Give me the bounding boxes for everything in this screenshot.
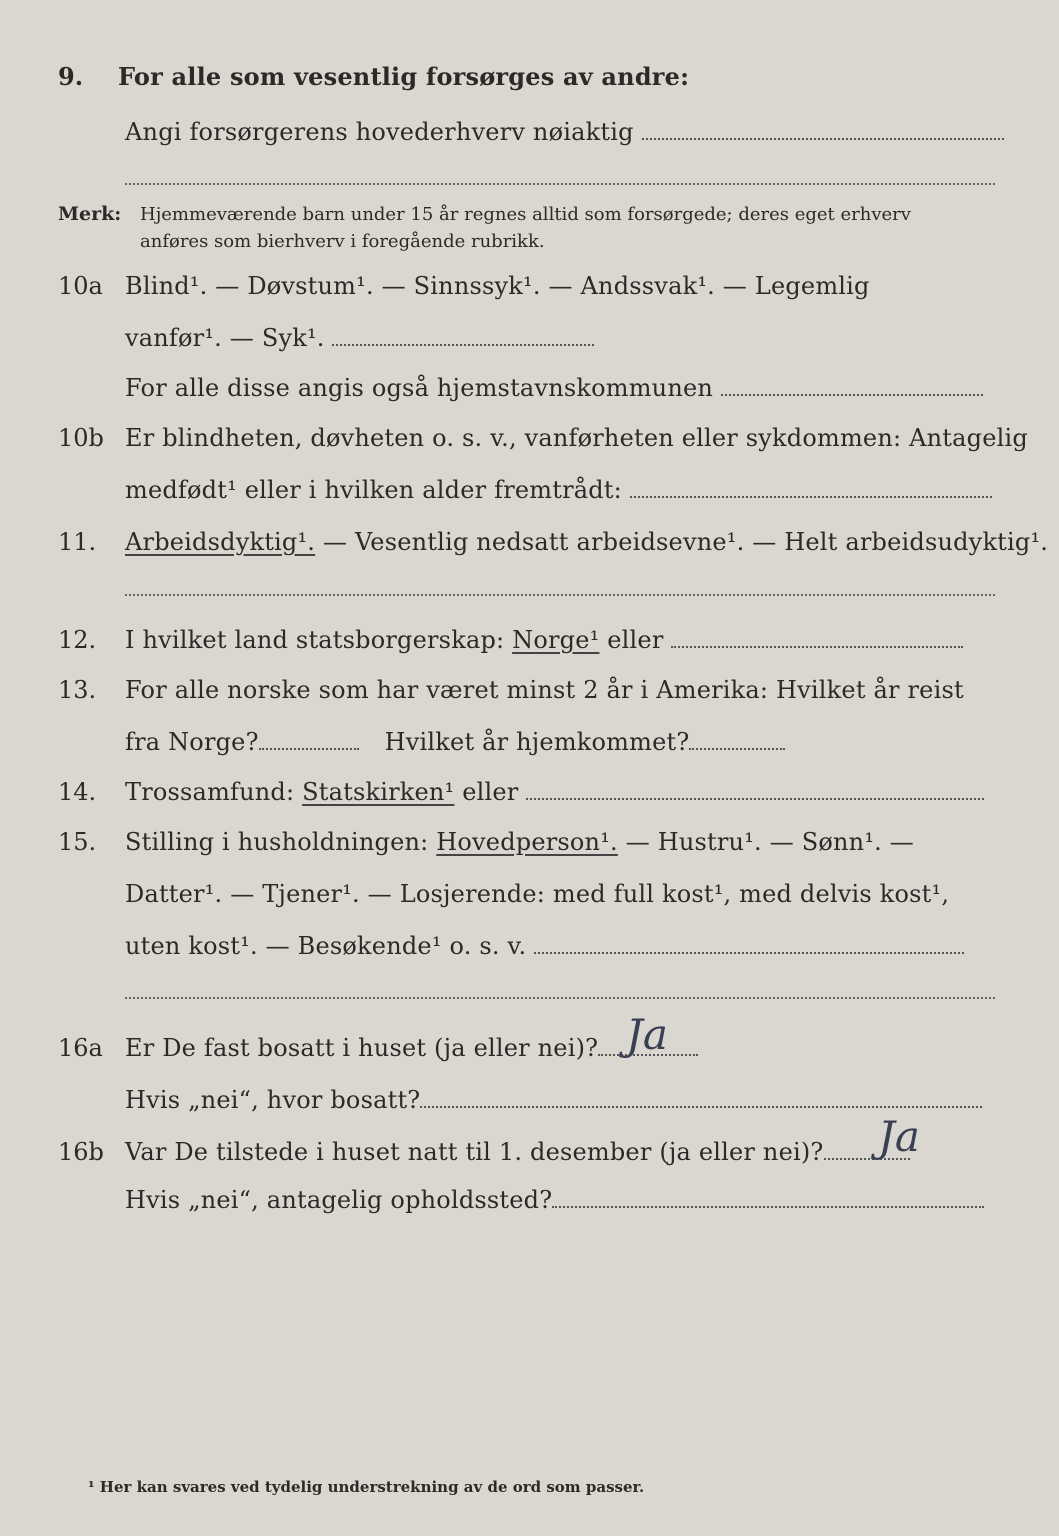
q16a-line1 [125,1034,698,1062]
answer-line [125,183,995,185]
q15-underlined-answer: Hovedperson¹. [436,828,618,856]
q13-line2b: Hvilket år hjemkommet? [384,728,690,756]
q10b-number: 10b [58,424,104,452]
q9-line2 [125,118,1004,146]
q14-line [125,778,984,806]
q10b-line2 [125,476,992,504]
q10a-line3 [125,374,983,402]
q16b-line2-text: Hvis „nei“, antagelig opholdssted? [125,1186,553,1214]
footnote: ¹ Her kan svares ved tydelig understrekning av de ord som passer. [88,1478,645,1496]
q16a-line2 [125,1086,982,1114]
answer-line [689,747,785,750]
q14-underlined-answer: Statskirken¹ [302,778,455,806]
answer-line [526,797,984,800]
q10b-line1: Er blindheten, døvheten o. s. v., vanførheten eller sykdommen: Antagelig [125,424,1028,452]
q16b-line1-text: Var De tilstede i huset natt til 1. desember (ja eller nei)? [125,1138,824,1166]
answer-line [125,594,995,596]
q15-number: 15. [58,828,97,856]
q10a-line3-text: For alle disse angis også hjemstavnskommunen [125,374,714,402]
q12-underlined-answer: Norge¹ [512,626,600,654]
q14-pre: Trossamfund: [125,778,303,806]
q16a-line1-text: Er De fast bosatt i huset (ja eller nei)? [125,1034,599,1062]
q15-post: — Hustru¹. — Sønn¹. — [617,828,915,856]
q13-line2 [125,728,785,756]
q10a-line2-text: vanfør¹. — Syk¹. [125,324,325,352]
q10b-line2-text: medfødt¹ eller i hvilken alder fremtrådt: [125,476,622,504]
q15-pre: Stilling i husholdningen: [125,828,437,856]
q16b-line1 [125,1138,910,1166]
q16a-handwritten-answer: Ja [626,1010,668,1059]
q12-line [125,626,963,654]
q11-number: 11. [58,528,97,556]
answer-line [552,1205,984,1208]
q12-number: 12. [58,626,97,654]
answer-line [259,747,359,750]
q10a-line2 [125,324,594,352]
q15-line3-text: uten kost¹. — Besøkende¹ o. s. v. [125,932,527,960]
q16b-number: 16b [58,1138,104,1166]
q16b-handwritten-answer: Ja [878,1112,920,1161]
q15-line3 [125,932,964,960]
q9-title: For alle som vesentlig forsørges av andre: [118,62,690,91]
q10a-number: 10a [58,272,103,300]
merk-line1: Hjemmeværende barn under 15 år regnes alltid som forsørgede; deres eget erhverv [140,204,911,225]
q14-number: 14. [58,778,97,806]
q16a-number: 16a [58,1034,103,1062]
q15-line1 [125,828,914,856]
q9-line2-text: Angi forsørgerens hovederhverv nøiaktig [125,118,634,146]
q16a-line2-text: Hvis „nei“, hvor bosatt? [125,1086,421,1114]
q9-number: 9. [58,62,84,91]
q13-line2a: fra Norge? [125,728,259,756]
answer-line [671,645,963,648]
merk-line2: anføres som bierhverv i foregående rubrikk. [140,231,545,252]
q12-post: eller [599,626,664,654]
answer-line [721,393,983,396]
answer-line [332,343,594,346]
q11-rest: — Vesentlig nedsatt arbeidsevne¹. — Helt arbeidsudyktig¹. [315,528,1049,556]
q12-pre: I hvilket land statsborgerskap: [125,626,513,654]
answer-line [534,951,964,954]
answer-line [642,137,1004,140]
q10a-line1: Blind¹. — Døvstum¹. — Sinnssyk¹. — Andssvak¹. — Legemlig [125,272,870,300]
q14-post: eller [454,778,519,806]
answer-line [420,1105,982,1108]
q15-line2: Datter¹. — Tjener¹. — Losjerende: med full kost¹, med delvis kost¹, [125,880,950,908]
q13-number: 13. [58,676,97,704]
answer-line [125,997,995,999]
q16b-line2 [125,1186,984,1214]
answer-line [630,495,992,498]
q11-underlined-answer: Arbeidsdyktig¹. [125,528,316,556]
merk-label: Merk: [58,203,122,225]
q13-line1: For alle norske som har været minst 2 år i Amerika: Hvilket år reist [125,676,964,704]
q11-line [125,528,1048,556]
